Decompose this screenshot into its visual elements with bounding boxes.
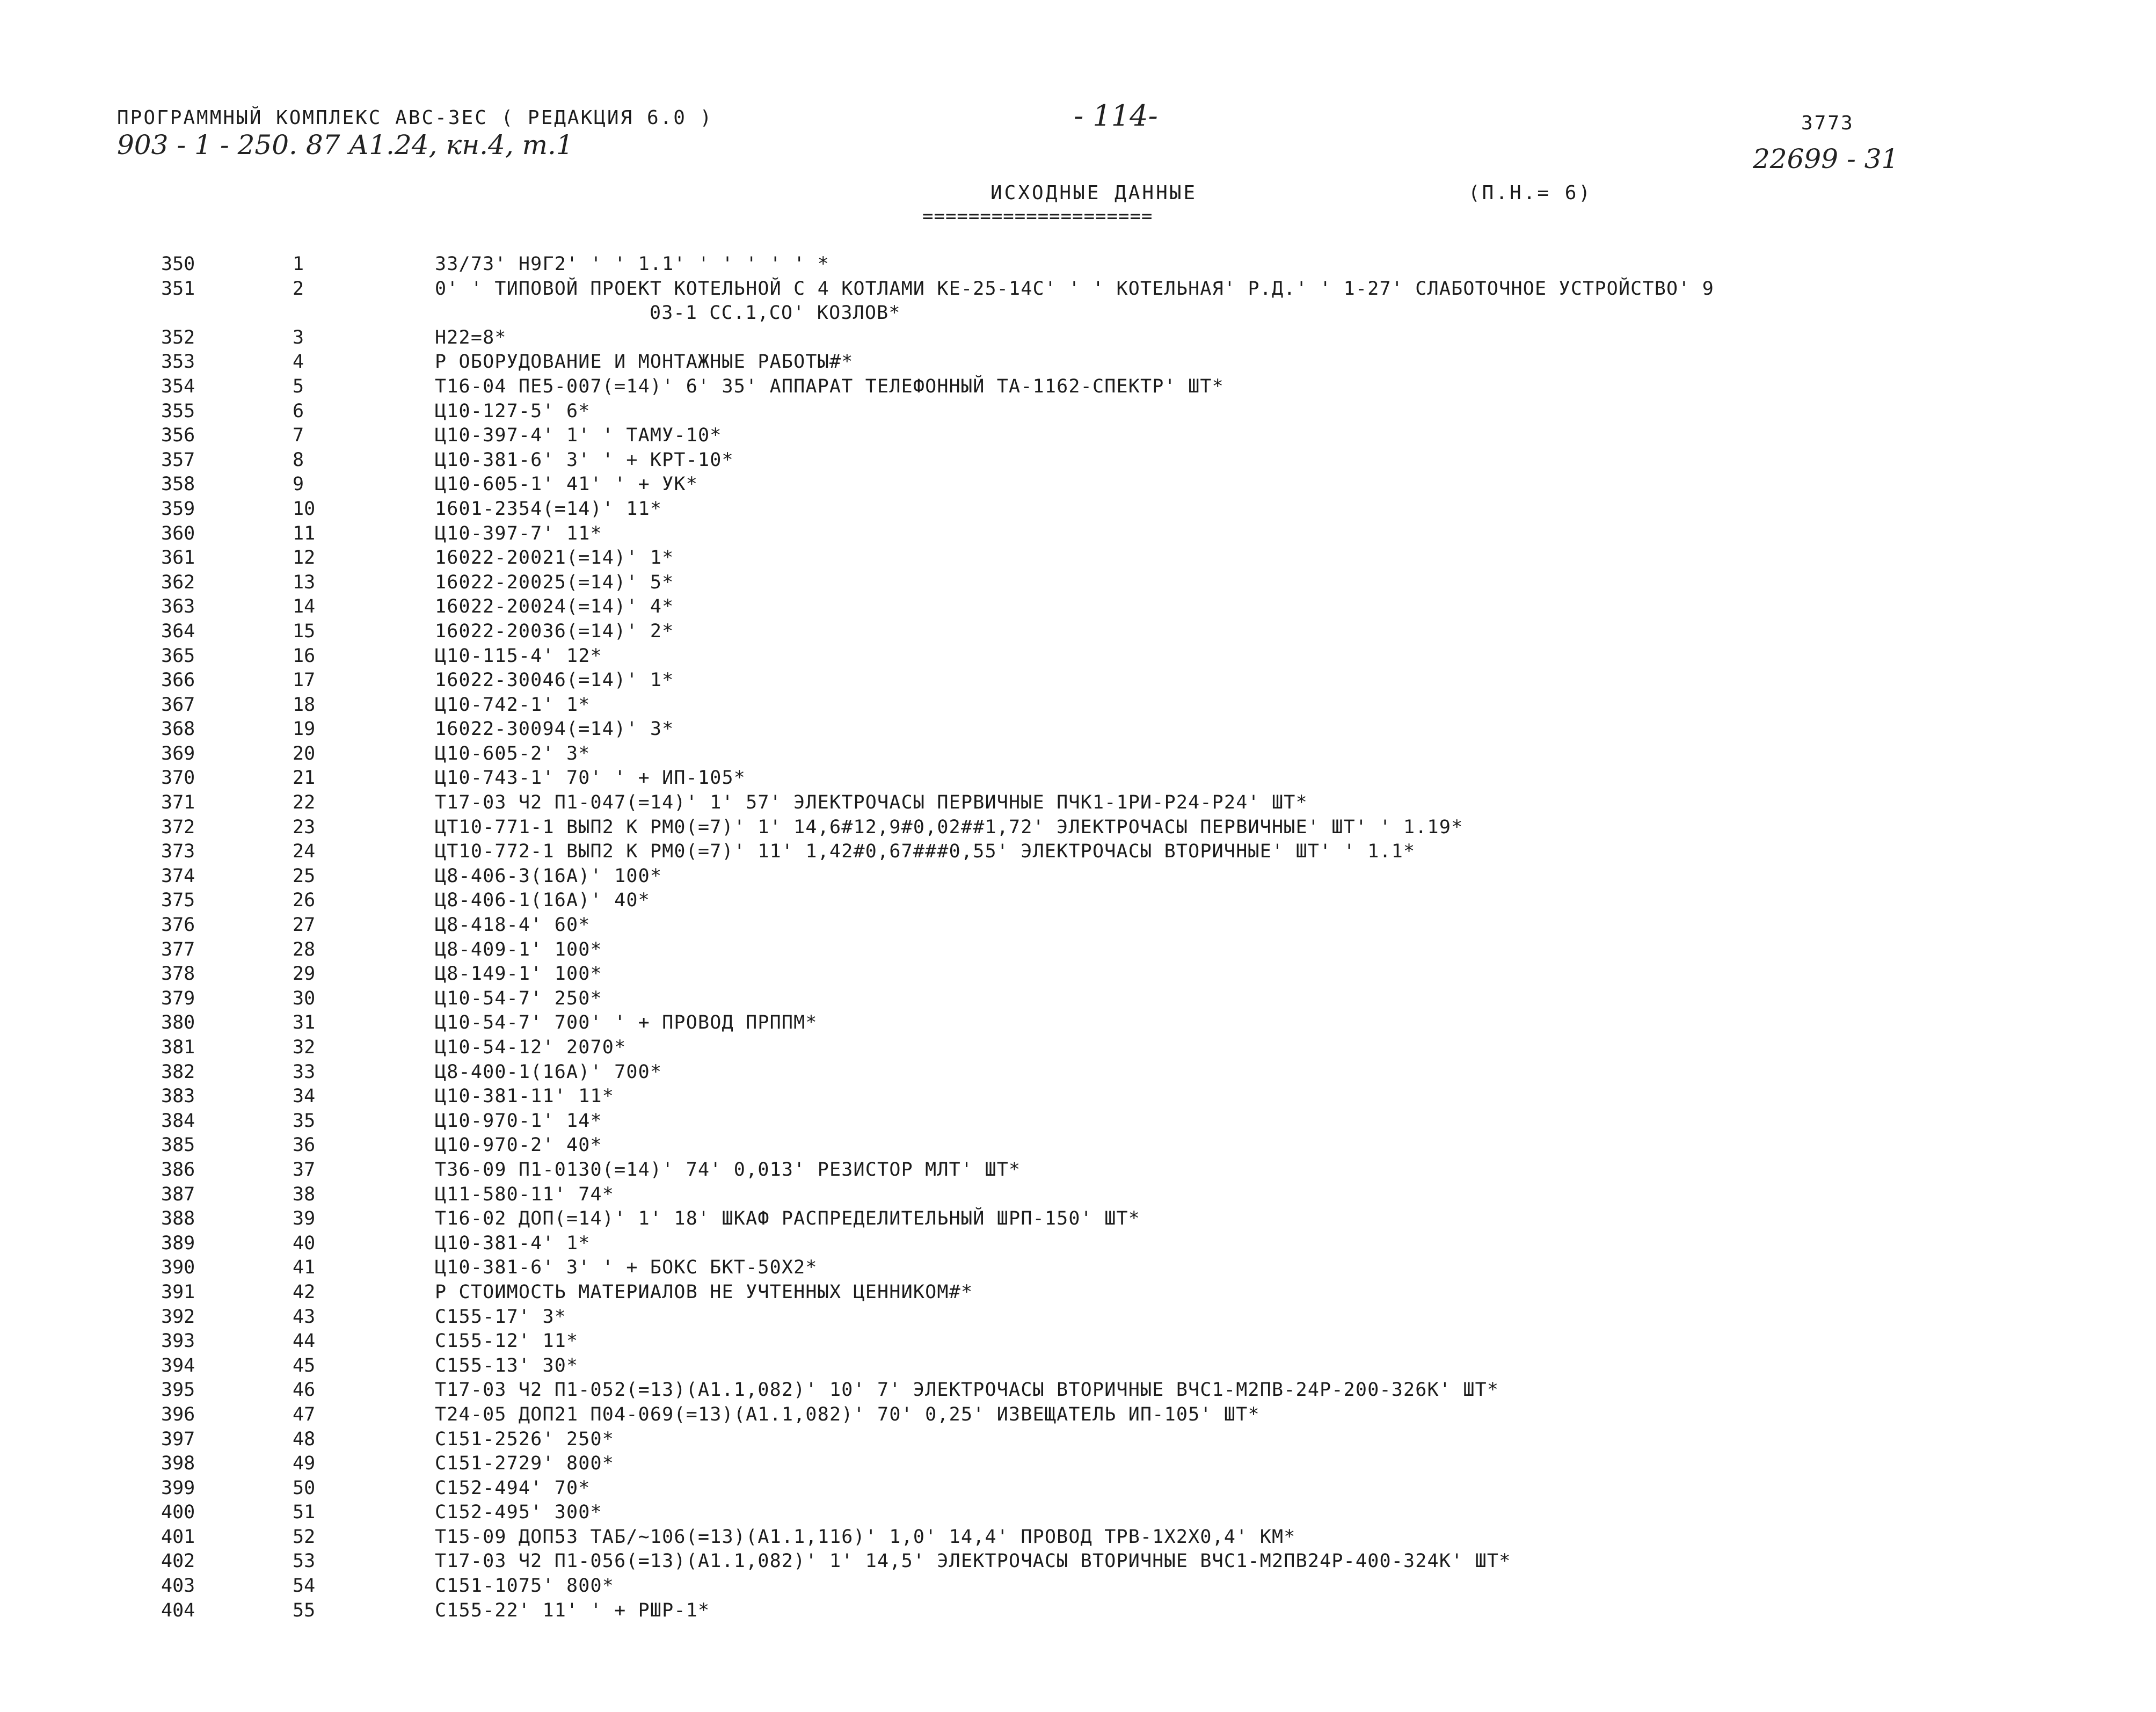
line-number: 380 [161, 1012, 195, 1034]
listing-row [0, 888, 2156, 913]
record-text [435, 1452, 2121, 1476]
record-index: 33 [293, 1061, 316, 1083]
record-text [435, 742, 2121, 767]
listing-row [0, 1599, 2156, 1623]
record-index: 14 [293, 596, 316, 618]
listing-row [0, 326, 2156, 351]
record-index: 32 [293, 1037, 316, 1058]
listing-row [0, 1574, 2156, 1599]
listing-row [0, 620, 2156, 644]
listing-row [0, 375, 2156, 399]
record-text-line: Ц10-381-6' 3' ' + БОКС БКТ-50Х2* [435, 1257, 818, 1279]
record-text [435, 938, 2121, 963]
handwritten-reference-number: 22699 - 31 [1753, 143, 1899, 174]
record-index: 22 [293, 792, 316, 814]
record-text [435, 1060, 2121, 1085]
line-number: 370 [161, 767, 195, 789]
listing-row [0, 815, 2156, 840]
listing-row [0, 472, 2156, 497]
line-number: 390 [161, 1257, 195, 1279]
listing-row [0, 1256, 2156, 1280]
record-text-line: 33/73' Н9Г2' ' ' 1.1' ' ' ' ' ' * [435, 253, 829, 275]
listing-row [0, 1183, 2156, 1207]
record-index: 50 [293, 1477, 316, 1499]
record-text-line: Н22=8* [435, 326, 507, 348]
record-text [435, 1403, 2121, 1427]
record-text-line: Ц8-418-4' 60* [435, 914, 591, 936]
record-index: 41 [293, 1257, 316, 1279]
record-text-line: С155-22' 11' ' + РШР-1* [435, 1599, 710, 1621]
record-text [435, 1158, 2121, 1183]
record-text-line: ЦТ10-771-1 ВЫП2 К РМ0(=7)' 1' 14,6#12,9#0,02##1,72' ЭЛЕКТРОЧАСЫ ПЕРВИЧНЫЕ' ШТ' ' 1.19* [435, 816, 1463, 838]
record-index: 26 [293, 890, 316, 912]
record-index: 19 [293, 718, 316, 740]
data-listing [0, 252, 2156, 1623]
section-title-underline: ==================== [922, 206, 1153, 227]
handwritten-document-code: 903 - 1 - 250. 87 А1.24, кн.4, т.1 [117, 129, 573, 161]
record-text-line: Ц10-54-7' 700' ' + ПРОВОД ПРППМ* [435, 1012, 818, 1034]
record-index: 21 [293, 767, 316, 789]
record-text [435, 497, 2121, 522]
line-number: 398 [161, 1453, 195, 1475]
line-number: 372 [161, 816, 195, 838]
record-text [435, 1427, 2121, 1452]
record-text [435, 913, 2121, 938]
record-index: 20 [293, 742, 316, 764]
line-number: 359 [161, 498, 195, 520]
line-number: 373 [161, 841, 195, 863]
record-index: 36 [293, 1134, 316, 1156]
record-text-line: С152-494' 70* [435, 1477, 591, 1499]
record-text [435, 1256, 2121, 1280]
record-index: 40 [293, 1232, 316, 1254]
line-number: 397 [161, 1428, 195, 1450]
line-number: 365 [161, 645, 195, 667]
line-number: 401 [161, 1526, 195, 1548]
record-index: 39 [293, 1208, 316, 1230]
page-number: - 114- [1074, 99, 1158, 133]
record-text-line: Т17-03 Ч2 П1-056(=13)(А1.1,082)' 1' 14,5' ЭЛЕКТРОЧАСЫ ВТОРИЧНЫЕ ВЧС1-М2ПВ24Р-400-324К' ШТ* [435, 1550, 1511, 1572]
listing-row [0, 1133, 2156, 1158]
record-text-line: С155-13' 30* [435, 1354, 579, 1376]
record-index: 53 [293, 1550, 316, 1572]
line-number: 403 [161, 1575, 195, 1597]
record-text [435, 277, 2121, 326]
record-text [435, 375, 2121, 399]
record-text-line: Ц11-580-11' 74* [435, 1183, 615, 1205]
record-index: 48 [293, 1428, 316, 1450]
record-index: 10 [293, 498, 316, 520]
listing-row [0, 791, 2156, 815]
line-number: 364 [161, 620, 195, 642]
record-index: 46 [293, 1379, 316, 1401]
line-number: 362 [161, 571, 195, 593]
record-text-line: 16022-20036(=14)' 2* [435, 620, 674, 642]
line-number: 389 [161, 1232, 195, 1254]
record-index: 2 [293, 278, 304, 300]
record-index: 18 [293, 694, 316, 716]
listing-row [0, 252, 2156, 277]
record-index: 16 [293, 645, 316, 667]
listing-row [0, 448, 2156, 473]
record-text-line: 16022-30094(=14)' 3* [435, 718, 674, 740]
listing-row [0, 668, 2156, 693]
line-number: 366 [161, 669, 195, 691]
listing-row [0, 1452, 2156, 1476]
listing-row [0, 424, 2156, 448]
record-text-line: 16022-20025(=14)' 5* [435, 571, 674, 593]
record-text-line: Ц10-127-5' 6* [435, 400, 591, 422]
record-text [435, 1133, 2121, 1158]
line-number: 392 [161, 1306, 195, 1328]
record-index: 34 [293, 1086, 316, 1108]
record-index: 47 [293, 1403, 316, 1425]
record-text [435, 1329, 2121, 1354]
line-number: 353 [161, 351, 195, 373]
listing-row [0, 987, 2156, 1011]
record-text-line: Т15-09 ДОП53 ТАБ/~106(=13)(А1.1,116)' 1,0' 14,4' ПРОВОД ТРВ-1Х2Х0,4' КМ* [435, 1526, 1296, 1548]
line-number: 358 [161, 473, 195, 496]
record-text-line: Т17-03 Ч2 П1-047(=14)' 1' 57' ЭЛЕКТРОЧАСЫ ПЕРВИЧНЫЕ ПЧК1-1РИ-Р24-Р24' ШТ* [435, 792, 1308, 814]
record-text [435, 546, 2121, 571]
line-number: 350 [161, 253, 195, 275]
record-index: 44 [293, 1330, 316, 1352]
record-index: 24 [293, 841, 316, 863]
listing-row [0, 1329, 2156, 1354]
record-index: 11 [293, 522, 316, 544]
record-text-line: С152-495' 300* [435, 1502, 602, 1524]
line-number: 357 [161, 449, 195, 471]
record-text-line: Ц10-743-1' 70' ' + ИП-105* [435, 767, 746, 789]
listing-row [0, 840, 2156, 864]
record-text-line: Ц10-605-2' 3* [435, 742, 591, 764]
record-text-line: Ц10-115-4' 12* [435, 645, 602, 667]
record-index: 7 [293, 425, 304, 447]
record-text-line: Т16-04 ПЕ5-007(=14)' 6' 35' АППАРАТ ТЕЛЕФОННЫЙ ТА-1162-СПЕКТР' ШТ* [435, 375, 1224, 397]
record-text-line: Ц10-381-4' 1* [435, 1232, 591, 1254]
record-text [435, 1011, 2121, 1036]
record-text [435, 326, 2121, 351]
record-text-line: Ц8-149-1' 100* [435, 963, 602, 985]
record-index: 15 [293, 620, 316, 642]
record-index: 3 [293, 326, 304, 348]
record-text-line: 16022-30046(=14)' 1* [435, 669, 674, 691]
record-text [435, 668, 2121, 693]
record-text [435, 888, 2121, 913]
record-text [435, 1207, 2121, 1232]
line-number: 355 [161, 400, 195, 422]
line-number: 400 [161, 1502, 195, 1524]
record-text-line: 1601-2354(=14)' 11* [435, 498, 662, 520]
line-number: 399 [161, 1477, 195, 1499]
record-text-line: Ц10-605-1' 41' ' + УК* [435, 473, 698, 496]
line-number: 354 [161, 375, 195, 397]
record-text [435, 987, 2121, 1011]
record-text [435, 644, 2121, 669]
line-number: 382 [161, 1061, 195, 1083]
record-text [435, 1378, 2121, 1403]
record-index: 37 [293, 1159, 316, 1181]
record-text [435, 1036, 2121, 1060]
line-number: 368 [161, 718, 195, 740]
record-text-line: Ц8-406-3(16А)' 100* [435, 865, 662, 887]
listing-row [0, 1525, 2156, 1550]
section-title: ИСХОДНЫЕ ДАННЫЕ [990, 182, 1198, 204]
line-number: 402 [161, 1550, 195, 1572]
program-header: ПРОГРАММНЫЙ КОМПЛЕКС АВС-ЗЕС ( РЕДАКЦИЯ 6.0 ) [117, 107, 713, 129]
line-number: 351 [161, 278, 195, 300]
record-index: 51 [293, 1502, 316, 1524]
record-text-line: Т24-05 ДОП21 П04-069(=13)(А1.1,082)' 70' 0,25' ИЗВЕЩАТЕЛЬ ИП-105' ШТ* [435, 1403, 1260, 1425]
record-text-line: Ц10-397-7' 11* [435, 522, 602, 544]
listing-row [0, 1500, 2156, 1525]
record-text [435, 1476, 2121, 1501]
record-index: 1 [293, 253, 304, 275]
record-index: 31 [293, 1012, 316, 1034]
record-text [435, 1109, 2121, 1134]
listing-row [0, 644, 2156, 669]
record-text [435, 815, 2121, 840]
record-text [435, 472, 2121, 497]
line-number: 393 [161, 1330, 195, 1352]
line-number: 404 [161, 1599, 195, 1621]
listing-row [0, 913, 2156, 938]
listing-row [0, 522, 2156, 547]
record-text [435, 1549, 2121, 1574]
record-text-line: Ц10-970-2' 40* [435, 1134, 602, 1156]
record-index: 8 [293, 449, 304, 471]
record-text [435, 766, 2121, 791]
line-number: 395 [161, 1379, 195, 1401]
record-index: 29 [293, 963, 316, 985]
record-index: 13 [293, 571, 316, 593]
line-number: 394 [161, 1354, 195, 1376]
line-number: 387 [161, 1183, 195, 1205]
record-text [435, 1354, 2121, 1379]
record-text-line: Т36-09 П1-0130(=14)' 74' 0,013' РЕЗИСТОР МЛТ' ШТ* [435, 1159, 1021, 1181]
listing-row [0, 497, 2156, 522]
record-text-line: Ц10-54-7' 250* [435, 987, 602, 1009]
line-number: 384 [161, 1110, 195, 1132]
record-text-line: 0' ' ТИПОВОЙ ПРОЕКТ КОТЕЛЬНОЙ С 4 КОТЛАМИ КЕ-25-14С' ' ' КОТЕЛЬНАЯ' Р.Д.' ' 1-27' СЛАБОТОЧНОЕ УСТРОЙСТВО' 9 [435, 278, 1715, 300]
line-number: 375 [161, 890, 195, 912]
record-text [435, 840, 2121, 864]
record-text [435, 1232, 2121, 1256]
line-number: 391 [161, 1281, 195, 1303]
record-text [435, 350, 2121, 375]
record-text [435, 571, 2121, 595]
record-text-line: Ц8-409-1' 100* [435, 938, 602, 960]
record-text-line: Р СТОИМОСТЬ МАТЕРИАЛОВ НЕ УЧТЕННЫХ ЦЕННИКОМ#* [435, 1281, 973, 1303]
listing-row [0, 1427, 2156, 1452]
record-text [435, 717, 2121, 742]
listing-row [0, 1549, 2156, 1574]
record-text-line: С151-2729' 800* [435, 1453, 615, 1475]
record-text [435, 1599, 2121, 1623]
record-index: 5 [293, 375, 304, 397]
listing-row [0, 546, 2156, 571]
record-index: 28 [293, 938, 316, 960]
record-index: 25 [293, 865, 316, 887]
record-text-line: Ц8-406-1(16А)' 40* [435, 890, 650, 912]
record-index: 42 [293, 1281, 316, 1303]
record-index: 4 [293, 351, 304, 373]
line-number: 379 [161, 987, 195, 1009]
record-text-line: ЦТ10-772-1 ВЫП2 К РМ0(=7)' 11' 1,42#0,67###0,55' ЭЛЕКТРОЧАСЫ ВТОРИЧНЫЕ' ШТ' ' 1.1* [435, 841, 1416, 863]
line-number: 376 [161, 914, 195, 936]
record-text [435, 1574, 2121, 1599]
record-text [435, 448, 2121, 473]
listing-row [0, 1378, 2156, 1403]
listing-row [0, 717, 2156, 742]
listing-row [0, 1084, 2156, 1109]
line-number: 374 [161, 865, 195, 887]
record-text [435, 522, 2121, 547]
record-index: 38 [293, 1183, 316, 1205]
record-text-line: Ц8-400-1(16А)' 700* [435, 1061, 662, 1083]
record-index: 55 [293, 1599, 316, 1621]
listing-row [0, 938, 2156, 963]
listing-row [0, 350, 2156, 375]
record-text-line: Ц10-381-6' 3' ' + КРТ-10* [435, 449, 734, 471]
line-number: 360 [161, 522, 195, 544]
listing-row [0, 1207, 2156, 1232]
record-index: 30 [293, 987, 316, 1009]
record-text-line: Р ОБОРУДОВАНИЕ И МОНТАЖНЫЕ РАБОТЫ#* [435, 351, 854, 373]
record-index: 27 [293, 914, 316, 936]
listing-row [0, 595, 2156, 620]
line-number: 388 [161, 1208, 195, 1230]
record-text [435, 1084, 2121, 1109]
record-text [435, 1280, 2121, 1305]
line-number: 385 [161, 1134, 195, 1156]
listing-row [0, 766, 2156, 791]
record-text [435, 252, 2121, 277]
record-text-line: Т16-02 ДОП(=14)' 1' 18' ШКАФ РАСПРЕДЕЛИТЕЛЬНЫЙ ШРП-150' ШТ* [435, 1208, 1141, 1230]
record-index: 12 [293, 547, 316, 569]
listing-row [0, 742, 2156, 767]
line-number: 381 [161, 1037, 195, 1058]
record-text [435, 595, 2121, 620]
record-index: 9 [293, 473, 304, 496]
record-text-continuation: 03-1 СС.1,СО' КОЗЛОВ* [650, 302, 901, 324]
listing-row [0, 1305, 2156, 1330]
listing-row [0, 1403, 2156, 1427]
record-index: 35 [293, 1110, 316, 1132]
line-number: 367 [161, 694, 195, 716]
line-number: 383 [161, 1086, 195, 1108]
record-text-line: Ц10-54-12' 2070* [435, 1037, 627, 1058]
listing-row [0, 1011, 2156, 1036]
record-text-line: 16022-20021(=14)' 1* [435, 547, 674, 569]
record-text [435, 1305, 2121, 1330]
record-text [435, 962, 2121, 987]
listing-row [0, 571, 2156, 595]
listing-row [0, 1109, 2156, 1134]
line-number: 378 [161, 963, 195, 985]
line-number: 352 [161, 326, 195, 348]
record-text [435, 693, 2121, 718]
record-text-line: С155-17' 3* [435, 1306, 566, 1328]
record-text-line: С151-1075' 800* [435, 1575, 615, 1597]
line-number: 371 [161, 792, 195, 814]
listing-row [0, 864, 2156, 889]
record-text-line: С151-2526' 250* [435, 1428, 615, 1450]
record-text [435, 1183, 2121, 1207]
listing-row [0, 1354, 2156, 1379]
listing-row [0, 1158, 2156, 1183]
record-text-line: Ц10-397-4' 1' ' ТАМУ-10* [435, 425, 722, 447]
record-index: 6 [293, 400, 304, 422]
listing-row [0, 1036, 2156, 1060]
record-index: 23 [293, 816, 316, 838]
record-text-line: Ц10-970-1' 14* [435, 1110, 602, 1132]
line-number: 361 [161, 547, 195, 569]
record-text-line: Ц10-742-1' 1* [435, 694, 591, 716]
line-number: 369 [161, 742, 195, 764]
listing-row [0, 1280, 2156, 1305]
line-number: 356 [161, 425, 195, 447]
code-top-right: 3773 [1801, 112, 1854, 134]
record-text [435, 1525, 2121, 1550]
listing-row [0, 1232, 2156, 1256]
record-index: 17 [293, 669, 316, 691]
listing-row [0, 1476, 2156, 1501]
record-index: 49 [293, 1453, 316, 1475]
record-text [435, 399, 2121, 424]
line-number: 396 [161, 1403, 195, 1425]
record-text [435, 1500, 2121, 1525]
line-number: 377 [161, 938, 195, 960]
record-text-line: 16022-20024(=14)' 4* [435, 596, 674, 618]
listing-row [0, 962, 2156, 987]
record-text [435, 620, 2121, 644]
record-text-line: Ц10-381-11' 11* [435, 1086, 615, 1108]
record-index: 43 [293, 1306, 316, 1328]
record-text-line: Т17-03 Ч2 П1-052(=13)(А1.1,082)' 10' 7' ЭЛЕКТРОЧАСЫ ВТОРИЧНЫЕ ВЧС1-М2ПВ-24Р-200-326К' ШТ* [435, 1379, 1499, 1401]
record-text [435, 864, 2121, 889]
listing-row [0, 399, 2156, 424]
section-param: (П.Н.= 6) [1468, 182, 1593, 204]
listing-row [0, 693, 2156, 718]
record-text [435, 791, 2121, 815]
line-number: 363 [161, 596, 195, 618]
record-text [435, 424, 2121, 448]
listing-row [0, 277, 2156, 326]
record-text-line: С155-12' 11* [435, 1330, 579, 1352]
record-index: 45 [293, 1354, 316, 1376]
record-index: 52 [293, 1526, 316, 1548]
line-number: 386 [161, 1159, 195, 1181]
record-index: 54 [293, 1575, 316, 1597]
listing-row [0, 1060, 2156, 1085]
